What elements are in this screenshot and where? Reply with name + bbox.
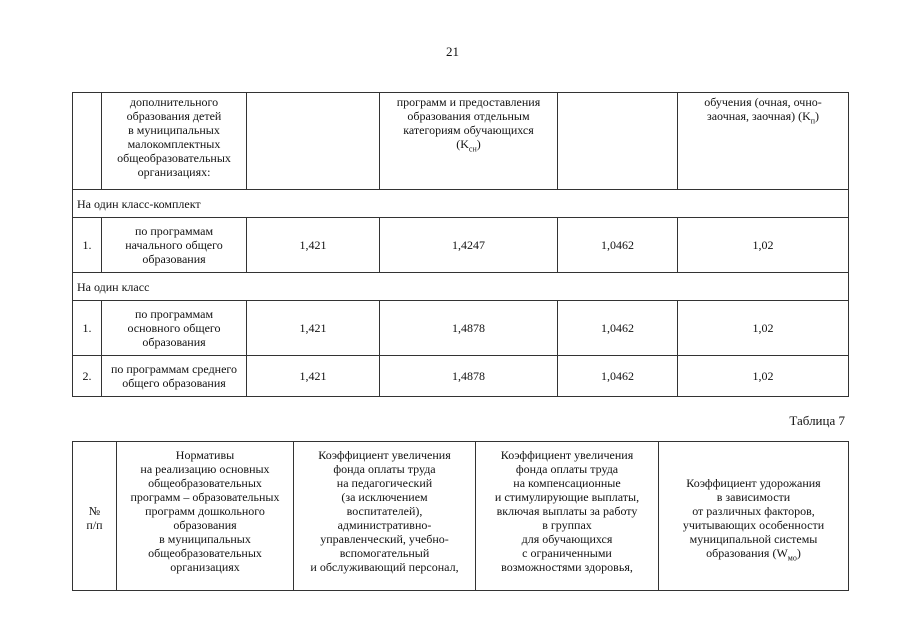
header-cell-cost-coef: Коэффициент удорожания в зависимости от различных факторов, учитывающих особенности муниципальной системы образования $(W_{мо})$ — [659, 442, 849, 591]
row-name: по программам среднего общего образования — [102, 356, 247, 397]
header-cell-num — [73, 93, 102, 190]
row-value: 1,02 — [678, 356, 849, 397]
row-value: 1,4878 — [380, 301, 558, 356]
row-value: 1,421 — [247, 218, 380, 273]
row-value: 1,421 — [247, 356, 380, 397]
section-row — [73, 190, 849, 218]
row-value: 1,0462 — [558, 218, 678, 273]
header-cell-kp: обучения (очная, очно- заочная, заочная) $(K_п)$ — [678, 93, 849, 190]
header-cell-col5 — [558, 93, 678, 190]
row-name: по программам основного общего образования — [102, 301, 247, 356]
header-cell-compensation-coef: Коэффициент увеличения фонда оплаты труда на компенсационные и стимулирующие выплаты, включая выплаты за работу в группах для обучающихся с ограниченными возможностями здоровья, — [476, 442, 659, 591]
table-row — [73, 218, 849, 273]
row-value: 1,0462 — [558, 301, 678, 356]
table-row — [73, 356, 849, 397]
table-caption: Таблица 7 — [789, 413, 845, 428]
section-label: На один класс — [73, 273, 849, 301]
coefficients-table-continued — [72, 92, 849, 397]
page-number: 21 — [446, 44, 459, 59]
table-header-row — [73, 93, 849, 190]
header-cell-name: дополнительного образования детей в муниципальных малокомплектных общеобразовательных организациях: — [102, 93, 247, 190]
row-value: 1,4878 — [380, 356, 558, 397]
row-number: 2. — [73, 356, 102, 397]
table-row — [73, 301, 849, 356]
row-number: 1. — [73, 301, 102, 356]
table-7-header-row — [73, 442, 849, 591]
row-name: по программам начального общего образования — [102, 218, 247, 273]
header-cell-payroll-coef: Коэффициент увеличения фонда оплаты труда на педагогический (за исключением воспитателей), административно- управленческий, учебно- вспомогательный и обслуживающий персонал, — [294, 442, 476, 591]
row-value: 1,421 — [247, 301, 380, 356]
section-row — [73, 273, 849, 301]
row-value: 1,02 — [678, 301, 849, 356]
row-value: 1,4247 — [380, 218, 558, 273]
header-cell-norm — [247, 93, 380, 190]
header-cell-norms: Нормативы на реализацию основных общеобразовательных программ – образовательных программ дошкольного образования в муниципальных общеобразовательных организациях — [117, 442, 294, 591]
table-7 — [72, 441, 849, 591]
section-label: На один класс-комплект — [73, 190, 849, 218]
row-number: 1. — [73, 218, 102, 273]
header-cell-ksn: программ и предоставления образования отдельным категориям обучающихся $(K_{сн})$ — [380, 93, 558, 190]
row-value: 1,0462 — [558, 356, 678, 397]
row-value: 1,02 — [678, 218, 849, 273]
header-cell-num: № п/п — [73, 442, 117, 591]
